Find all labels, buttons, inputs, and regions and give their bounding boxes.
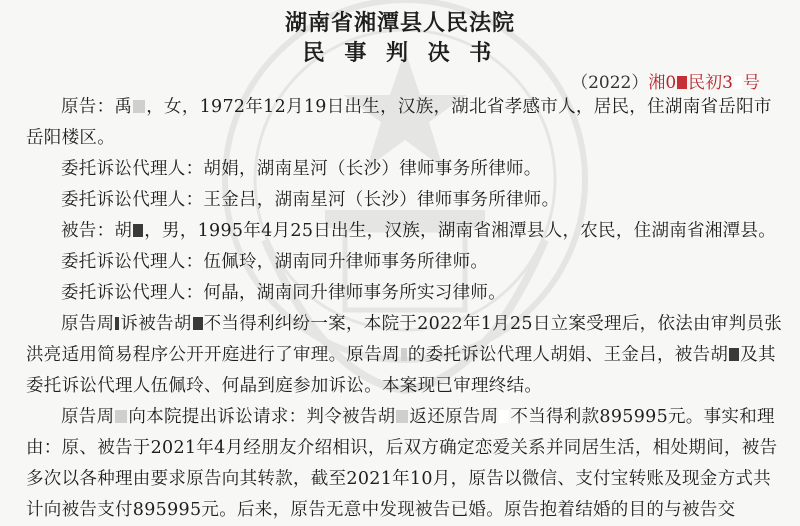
court-title: 湖南省湘潭县人民法院 bbox=[284, 10, 515, 36]
redaction-mark bbox=[396, 410, 408, 423]
plaintiff-agent-1: 委托诉讼代理人：胡娟，湖南星河（长沙）律师事务所律师。 bbox=[61, 159, 542, 179]
redaction-mark bbox=[133, 100, 145, 113]
procedure-paragraph: 原告周 诉被告胡 不当得利纠纷一案，本院于2022年1月25日立案受理后，依法由审判员张洪亮适用简易程序公开开庭进行了审理。原告周 的委托诉讼代理人胡娟、王金吕，被告胡 及其委托诉讼代理人伍佩玲、何晶到庭参加诉讼。本案现已审理终结。 bbox=[26, 314, 783, 396]
defendant-agent-2: 委托诉讼代理人：何晶，湖南同升律师事务所实习律师。 bbox=[61, 283, 507, 303]
redaction-mark bbox=[677, 76, 687, 89]
case-number: （2022）湘0 民初3 号 bbox=[571, 73, 760, 93]
redaction-mark bbox=[133, 224, 143, 237]
redaction-mark bbox=[499, 410, 509, 423]
redaction-mark bbox=[115, 317, 119, 330]
plaintiff-paragraph: 原告：禹 ，女，1972年12月19日出生，汉族，湖北省孝感市人，居民，住湖南省岳阳市岳阳楼区。 bbox=[26, 97, 772, 148]
redaction-mark bbox=[193, 317, 203, 330]
defendant-paragraph: 被告：胡 ，男，1995年4月25日出生，汉族，湖南省湘潭县人，农民，住湖南省湘潭县。 bbox=[61, 221, 777, 241]
defendant-agent-1: 委托诉讼代理人：伍佩玲，湖南同升律师事务所律师。 bbox=[61, 252, 489, 272]
redaction-mark bbox=[115, 410, 127, 423]
plaintiff-agent-2: 委托诉讼代理人：王金吕，湖南星河（长沙）律师事务所律师。 bbox=[61, 190, 560, 210]
claim-paragraph: 原告周 向本院提出诉讼请求：判令被告胡 返还原告周 不当得利款895995元。事实和理由：原、被告于2021年4月经朋友介绍相识，后双方确定恋爱关系并同居生活，相处期间，被告多次以各种理由要求原告向其转款，截至2021年10月，原告以微信、支付宝转账及现金方式共计向被告支付895995元。后来，原告无意中发现被告已婚。原告抱着结婚的目的与被告交 bbox=[26, 407, 778, 520]
redaction-mark bbox=[729, 348, 739, 361]
document-title: 民 事 判 决 书 bbox=[302, 40, 498, 66]
redaction-mark bbox=[401, 348, 407, 361]
